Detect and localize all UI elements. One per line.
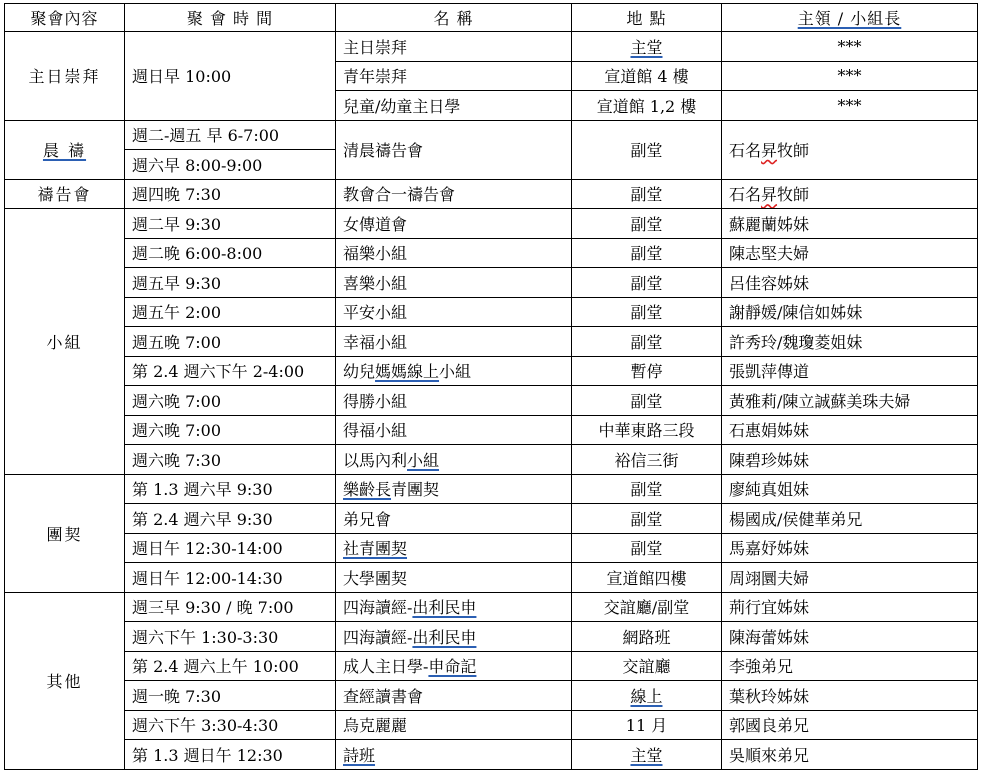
table-row [5,415,978,445]
name-cell: 平安小組 [336,297,572,327]
time-cell: 週五早 9:30 [125,268,336,298]
name-cell: 烏克麗麗 [336,710,572,740]
header-time: 聚 會 時 間 [125,4,336,32]
time-cell: 第 2.4 週六下午 2-4:00 [125,356,336,386]
place-cell: 副堂 [572,474,722,504]
time-cell: 週日午 12:30-14:00 [125,533,336,563]
time-cell: 週二晚 6:00-8:00 [125,238,336,268]
leader-cell: 荊行宜姊妹 [722,592,978,622]
place-cell: 網路班 [572,622,722,652]
header-name: 名 稱 [336,4,572,32]
leader-cell: 周翊圜夫婦 [722,563,978,593]
table-row [5,445,978,475]
place-cell: 暫停 [572,356,722,386]
place-cell: 主堂 [572,740,722,770]
time-cell: 週六下午 1:30-3:30 [125,622,336,652]
place-cell: 副堂 [572,504,722,534]
place-cell: 宣道館四樓 [572,563,722,593]
place-cell: 主堂 [572,32,722,62]
leader-cell: 謝靜媛/陳信如姊妹 [722,297,978,327]
name-cell: 女傳道會 [336,209,572,239]
place-cell: 副堂 [572,533,722,563]
name-cell: 樂齡長青團契 [336,474,572,504]
leader-cell: 黃雅莉/陳立誠蘇美珠夫婦 [722,386,978,416]
leader-cell: 呂佳容姊妹 [722,268,978,298]
time-cell: 週六早 8:00-9:00 [125,150,336,180]
leader-cell: 石名昇牧師 [722,120,978,179]
time-cell: 第 1.3 週日午 12:30 [125,740,336,770]
table-row [5,533,978,563]
place-cell: 副堂 [572,238,722,268]
leader-cell: 陳碧珍姊妹 [722,445,978,475]
leader-cell: 石名昇牧師 [722,179,978,209]
table-row [5,592,978,622]
name-cell: 喜樂小組 [336,268,572,298]
category-cell: 團契 [5,474,125,592]
leader-cell: 郭國良弟兄 [722,710,978,740]
table-row [5,386,978,416]
name-cell: 幼兒媽媽線上小組 [336,356,572,386]
name-cell: 幸福小組 [336,327,572,357]
table-row [5,179,978,209]
time-cell: 週六下午 3:30-4:30 [125,710,336,740]
table-row [5,710,978,740]
time-cell: 週二-週五 早 6-7:00 [125,120,336,150]
leader-cell: 陳海蕾姊妹 [722,622,978,652]
leader-cell: 楊國成/侯健華弟兄 [722,504,978,534]
place-cell: 副堂 [572,268,722,298]
name-cell: 大學團契 [336,563,572,593]
leader-cell: 石惠娟姊妹 [722,415,978,445]
place-cell: 副堂 [572,179,722,209]
place-cell: 副堂 [572,120,722,179]
time-cell: 第 2.4 週六早 9:30 [125,504,336,534]
place-cell: 交誼廳 [572,651,722,681]
leader-cell: 許秀玲/魏瓊菱姐妹 [722,327,978,357]
category-cell: 其他 [5,592,125,769]
schedule-table [4,3,978,770]
leader-cell: *** [722,32,978,62]
place-cell: 副堂 [572,386,722,416]
header-leader: 主領 / 小組長 [722,4,978,32]
time-cell: 週六晚 7:00 [125,386,336,416]
leader-cell: *** [722,61,978,91]
time-cell: 週五晚 7:00 [125,327,336,357]
time-cell: 週二早 9:30 [125,209,336,239]
leader-cell: 陳志堅夫婦 [722,238,978,268]
name-cell: 詩班 [336,740,572,770]
table-row [5,32,978,62]
table-row [5,504,978,534]
table-row [5,622,978,652]
place-cell: 副堂 [572,209,722,239]
name-cell: 四海讀經-出利民申 [336,592,572,622]
table-row [5,120,978,150]
time-cell: 週日午 12:00-14:30 [125,563,336,593]
leader-cell: 蘇麗蘭姊妹 [722,209,978,239]
time-cell: 週三早 9:30 / 晚 7:00 [125,592,336,622]
header-row [5,4,978,32]
table-row [5,297,978,327]
category-cell: 晨 禱 [5,120,125,179]
time-cell: 週五午 2:00 [125,297,336,327]
time-cell: 第 1.3 週六早 9:30 [125,474,336,504]
table-row [5,651,978,681]
place-cell: 交誼廳/副堂 [572,592,722,622]
time-cell: 週一晚 7:30 [125,681,336,711]
time-cell: 週日早 10:00 [125,32,336,121]
time-cell: 週六晚 7:30 [125,445,336,475]
leader-cell: 張凱萍傳道 [722,356,978,386]
place-cell: 裕信三街 [572,445,722,475]
category-cell: 主日崇拜 [5,32,125,121]
place-cell: 11 月 [572,710,722,740]
name-cell: 社青團契 [336,533,572,563]
table-row [5,356,978,386]
time-cell: 週四晚 7:30 [125,179,336,209]
place-cell: 中華東路三段 [572,415,722,445]
place-cell: 副堂 [572,327,722,357]
table-row [5,268,978,298]
table-row [5,238,978,268]
table-row [5,740,978,770]
name-cell: 青年崇拜 [336,61,572,91]
table-row [5,209,978,239]
table-row [5,474,978,504]
name-cell: 清晨禱告會 [336,120,572,179]
table-row [5,563,978,593]
table-row [5,681,978,711]
time-cell: 週六晚 7:00 [125,415,336,445]
time-cell: 第 2.4 週六上午 10:00 [125,651,336,681]
name-cell: 得福小組 [336,415,572,445]
name-cell: 兒童/幼童主日學 [336,91,572,121]
name-cell: 查經讀書會 [336,681,572,711]
leader-cell: *** [722,91,978,121]
place-cell: 線上 [572,681,722,711]
place-cell: 宣道館 1,2 樓 [572,91,722,121]
name-cell: 教會合一禱告會 [336,179,572,209]
category-cell: 小組 [5,209,125,475]
leader-cell: 李強弟兄 [722,651,978,681]
leader-cell: 馬嘉妤姊妹 [722,533,978,563]
category-cell: 禱告會 [5,179,125,209]
name-cell: 弟兄會 [336,504,572,534]
table-row [5,327,978,357]
leader-cell: 葉秋玲姊妹 [722,681,978,711]
name-cell: 福樂小組 [336,238,572,268]
place-cell: 副堂 [572,297,722,327]
header-place: 地 點 [572,4,722,32]
name-cell: 主日崇拜 [336,32,572,62]
name-cell: 成人主日學-申命記 [336,651,572,681]
header-content: 聚會內容 [5,4,125,32]
name-cell: 以馬內利小組 [336,445,572,475]
leader-cell: 吳順來弟兄 [722,740,978,770]
name-cell: 得勝小組 [336,386,572,416]
name-cell: 四海讀經-出利民申 [336,622,572,652]
place-cell: 宣道館 4 樓 [572,61,722,91]
leader-cell: 廖純真姐妹 [722,474,978,504]
